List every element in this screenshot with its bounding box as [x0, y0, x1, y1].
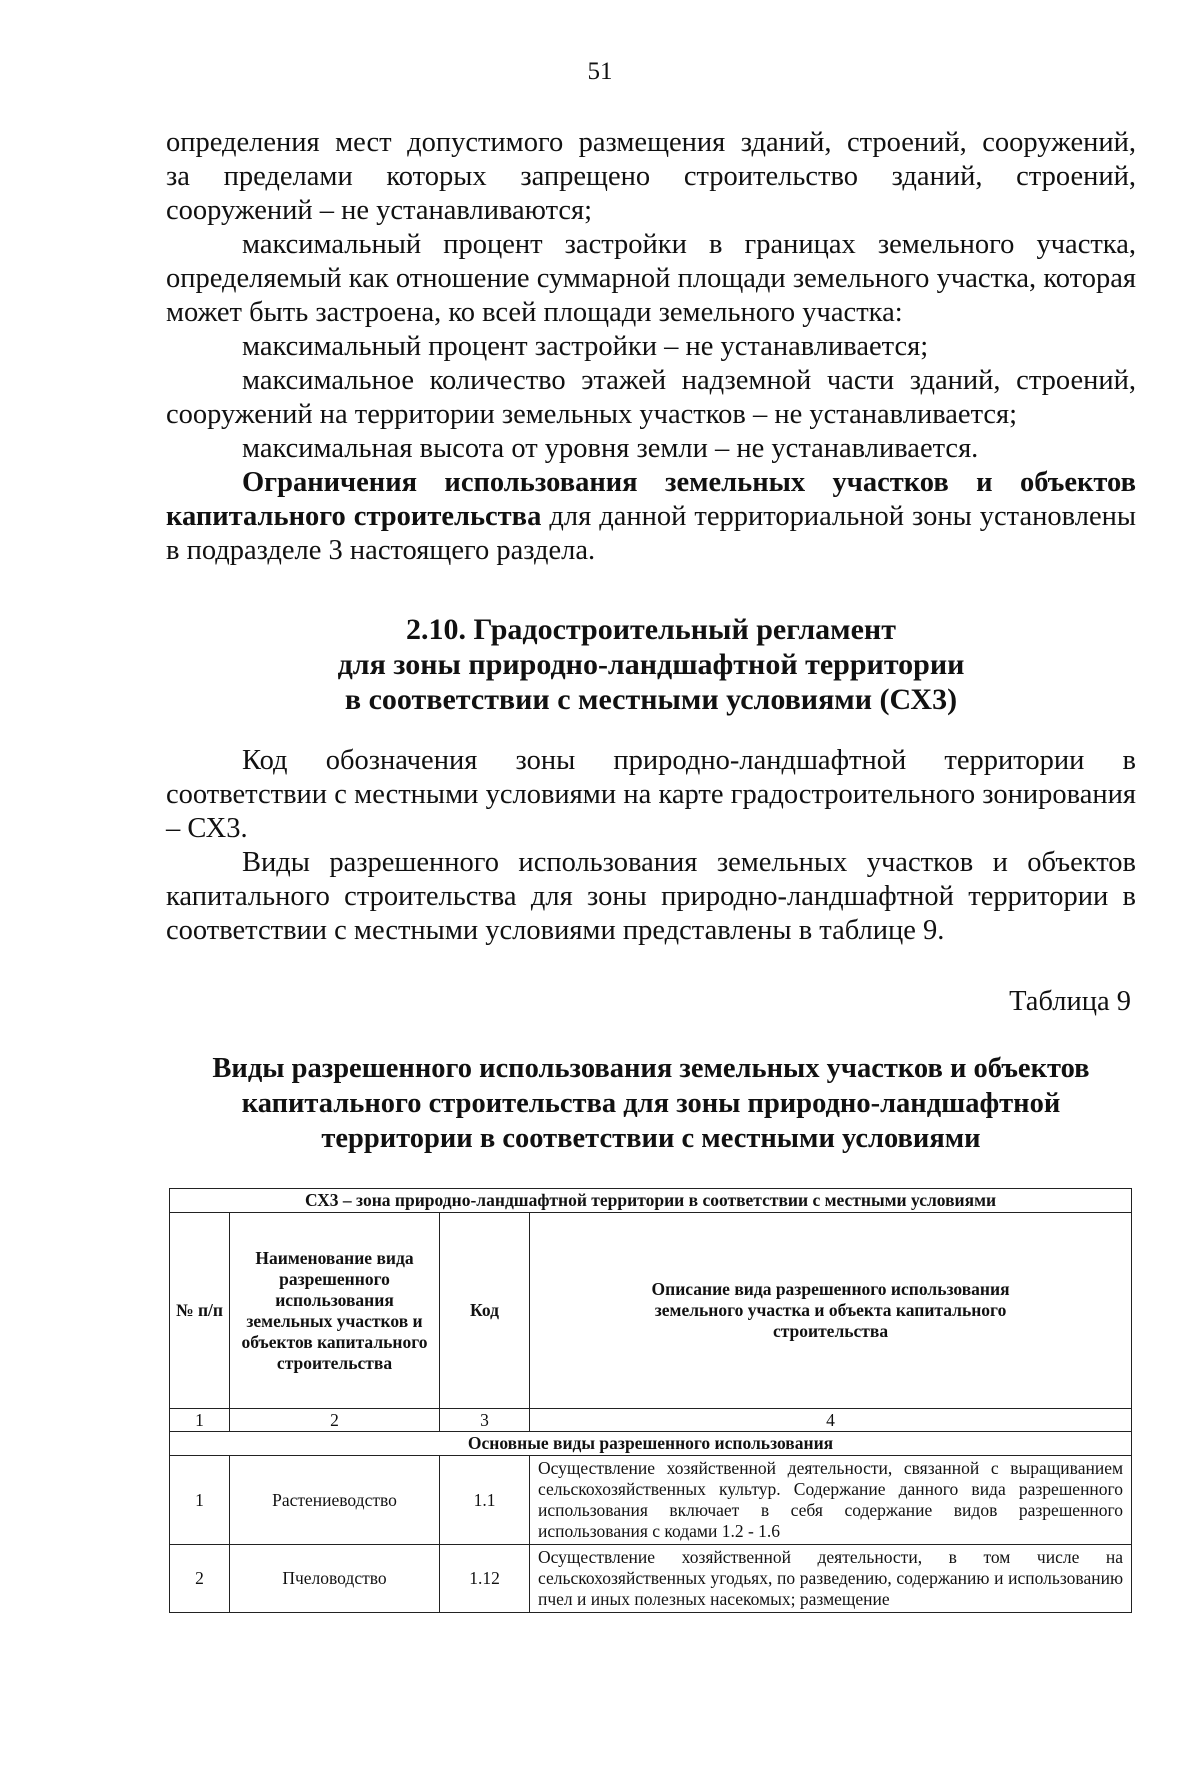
- intro-line-3: сооружений – не устанавливаются;: [166, 195, 593, 226]
- section-heading-line-1: 2.10. Градостроительный регламент: [406, 613, 896, 646]
- table-title: [166, 1051, 1136, 1156]
- section-main-uses: Основные виды разрешенного использования: [170, 1432, 1132, 1456]
- row-name: Растениеводство: [230, 1456, 440, 1545]
- section-heading-line-3: в соответствии с местными условиями (СХ3): [344, 683, 958, 716]
- table-section-row: [170, 1432, 1132, 1456]
- row-num: 2: [170, 1545, 230, 1613]
- paragraph-restrictions: [166, 466, 1136, 568]
- header-num: № п/п: [170, 1213, 230, 1409]
- intro-text: [166, 126, 1136, 568]
- row-description: Осуществление хозяйственной деятельности, в том числе на сельскохозяйственных угодьях, по разведению, содержанию и использованию пчел и иных полезных насекомых; размещение: [530, 1545, 1132, 1613]
- paragraph-max-floors: максимальное количество этажей надземной части зданий, строений, сооружений на территории земельных участков – не устанавливается;: [166, 365, 1136, 430]
- header-description: Описание вида разрешенного использования земельного участка и объекта капитального строительства: [530, 1213, 1132, 1409]
- column-number: 1: [170, 1409, 230, 1432]
- table-title-line-2: капитального строительства для зоны природно-ландшафтной: [241, 1088, 1061, 1119]
- table-title-line-3: территории в соответствии с местными условиями: [321, 1123, 981, 1154]
- table-label: Таблица 9: [1009, 986, 1131, 1017]
- zone-header-cell: СХ3 – зона природно-ландшафтной территории в соответствии с местными условиями: [170, 1189, 1132, 1213]
- regulations-table: [169, 1188, 1132, 1613]
- table-title-line-1: Виды разрешенного использования земельных участков и объектов: [212, 1053, 1090, 1084]
- table-row: [170, 1456, 1132, 1545]
- paragraph-max-percent-definition: максимальный процент застройки в границах земельного участка, определяемый как отношение суммарной площади земельного участка, которая может быть застроена, ко всей площади земельного участка:: [166, 229, 1136, 328]
- section-body: [166, 744, 1136, 948]
- column-number: 4: [530, 1409, 1132, 1432]
- row-name: Пчеловодство: [230, 1545, 440, 1613]
- column-number: 3: [440, 1409, 530, 1432]
- column-number: 2: [230, 1409, 440, 1432]
- paragraph-max-height: максимальная высота от уровня земли – не устанавливается.: [242, 433, 979, 464]
- row-description: Осуществление хозяйственной деятельности, связанной с выращиванием сельскохозяйственных культур. Содержание данного вида разрешенного использования включает в себя содержание видов разрешенного использования с кодами 1.2 - 1.6: [530, 1456, 1132, 1545]
- table-row: [170, 1545, 1132, 1613]
- paragraph-max-percent: максимальный процент застройки – не устанавливается;: [242, 331, 929, 362]
- row-code: 1.1: [440, 1456, 530, 1545]
- restrictions-text: для данной территориальной зоны установлены в подразделе 3 настоящего раздела.: [166, 501, 1136, 566]
- paragraph-table-reference: Виды разрешенного использования земельных участков и объектов капитального строительства для зоны природно-ландшафтной территории в соответствии с местными условиями представлены в таблице 9.: [166, 847, 1136, 946]
- table-zone-header-row: [170, 1189, 1132, 1213]
- section-heading: [166, 612, 1136, 717]
- intro-line-2: за пределами которых запрещено строительство зданий, строений,: [166, 161, 1136, 192]
- intro-line-1: определения мест допустимого размещения зданий, строений, сооружений,: [166, 127, 1136, 158]
- table-column-numbers-row: [170, 1409, 1132, 1432]
- section-heading-line-2: для зоны природно-ландшафтной территории: [337, 648, 965, 681]
- table-header-row: [170, 1213, 1132, 1409]
- paragraph-zone-code: Код обозначения зоны природно-ландшафтной территории в соответствии с местными условиями на карте градостроительного зонирования – СХ3.: [166, 745, 1136, 844]
- row-num: 1: [170, 1456, 230, 1545]
- header-code: Код: [440, 1213, 530, 1409]
- row-code: 1.12: [440, 1545, 530, 1613]
- page-number: 51: [587, 58, 613, 85]
- restrictions-bold-text: Ограничения использования земельных участков и объектов капитального строительства: [166, 467, 1136, 532]
- header-name: Наименование вида разрешенного использования земельных участков и объектов капитального строительства: [230, 1213, 440, 1409]
